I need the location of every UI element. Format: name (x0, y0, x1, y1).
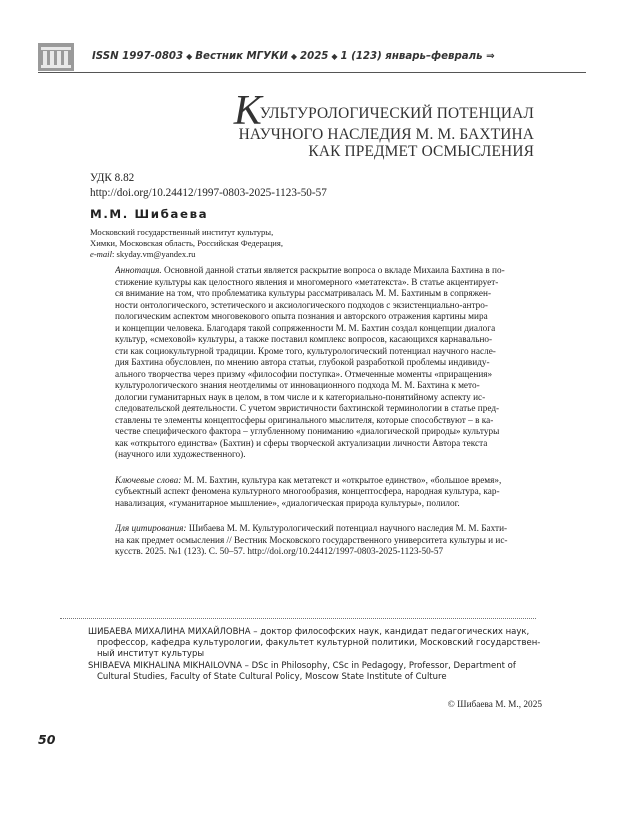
keywords-label: Ключевые слова: (115, 475, 182, 486)
article-title (233, 88, 534, 160)
udc: УДК 8.82 (90, 172, 135, 184)
abstract-section (115, 266, 540, 573)
columns-logo-icon (38, 43, 74, 71)
keywords: Ключевые слова: М. М. Бахтин, культура как метатекст и «открытое единство», «большое время», субъектный аспект феномена культурного многообразия, концептосфера, народная культура, кар- навализация, «гуманитарное мышление», «диалогическая природа культуры», полилог. (115, 475, 502, 509)
email-label: e-mail (90, 249, 112, 260)
page-number: 50 (38, 732, 56, 747)
year: 2025 (300, 51, 329, 62)
copyright: © Шибаева М. М., 2025 (447, 700, 542, 710)
title-line-2: НАУЧНОГО НАСЛЕДИЯ М. М. БАХТИНА (238, 126, 534, 143)
doi-link[interactable]: http://doi.org/10.24412/1997-0803-2025-1123-50-57 (90, 187, 327, 199)
citation-label: Для цитирования: (115, 524, 187, 534)
email-address[interactable]: : skyday.vm@yandex.ru (111, 249, 196, 260)
author-name: М.М. Шибаева (90, 207, 209, 221)
header-divider (38, 72, 586, 73)
journal-name: Вестник МГУКИ (195, 51, 288, 62)
title-initial: К (233, 88, 262, 134)
issn: ISSN 1997-0803 (92, 51, 184, 62)
abstract: Аннотация. Основной данной статьи является раскрытие вопроса о вкладе Михаила Бахтина в по- стижение культуры как целостного явления и многомерного «метатекста». В статье акцентирует- ся внимание на том, что проблематика культуры рассматривалась М. М. Бахтиным в сопряжен- ности онтологического, эстетического и аксиологического подходов с экзистенциально-антро- пологическим аспектом многовекового опыта познания и авторского отражения картины мира и концепции человека. Благодаря такой сопряженности М. М. Бахтин создал концепции диалога культур, «смеховой» культуры, а также поставил комплекс вопросов, касающихся карнавально- сти как социокультурной традиции. Кроме того, культурологический потенциал научного насле- дия Бахтина обусловлен, по мнению автора статьи, глубокой разработкой проблемы индивиду- ального творчества через призму «философии поступка». Отмеченные моменты «приращения» культурологического знания неотделимы от инновационного подхода М. М. Бахтина к мето- дологии гуманитарных наук в целом, в том числе и к категориально-понятийному аспекту ис- следовательской деятельности. С учетом эвристичности бахтинской терминологии в статье пред- ставлены те элементы концептосферы оригинального мыслителя, которые способствуют – в ка- честве специфического фактора – углубленному пониманию «диалогической природы» культуры как «открытого единства» (Бахтин) и сферы творческой актуализации личности Автора текста (научного или художественного). (115, 266, 505, 460)
abstract-label: Аннотация. (115, 266, 162, 276)
title-line-3: КАК ПРЕДМЕТ ОСМЫСЛЕНИЯ (308, 143, 534, 160)
footer-divider (60, 618, 536, 619)
author-bio (88, 627, 543, 683)
bio-en-line: Cultural Studies, Faculty of State Cultural Policy, Moscow State Institute of Culture (97, 671, 447, 682)
title-line-1: КУЛЬТУРОЛОГИЧЕСКИЙ ПОТЕНЦИАЛ (233, 88, 534, 134)
bio-en-line: SHIBAEVA MIKHALINA MIKHAILOVNA – DSc in Philosophy, CSc in Pedagogy, Professor, Department of (88, 660, 516, 671)
journal-info: ISSN 1997-0803 ◆ Вестник МГУКИ ◆ 2025 ◆ 1 (123) январь–февраль ⇒ (92, 51, 495, 62)
article-meta (90, 171, 327, 201)
affiliation: Московский государственный институт культуры, Химки, Московская область, Российская Федерация, e-mail: skyday.vm@yandex.ru (90, 227, 283, 260)
bio-ru-line: ный институт культуры (97, 649, 205, 660)
running-header (38, 43, 586, 71)
citation: Для цитирования: Шибаева М. М. Культурологический потенциал научного наследия М. М. Бахти- на как предмет осмысления // Вестник Московского государственного университета культуры и ис- кусств. 2025. №1 (123). С. 50–57. http://doi.org/10.24412/1997-0803-2025-1123-50-57 (115, 524, 508, 557)
issue: 1 (123) январь–февраль (340, 51, 483, 62)
bio-ru-line: профессор, кафедра культурологии, факультет культурной политики, Московский государствен- (97, 638, 541, 649)
arrow-right-icon: ⇒ (486, 51, 495, 62)
bio-ru-line: ШИБАЕВА МИХАЛИНА МИХАЙЛОВНА – доктор философских наук, кандидат педагогических наук, (88, 627, 530, 637)
